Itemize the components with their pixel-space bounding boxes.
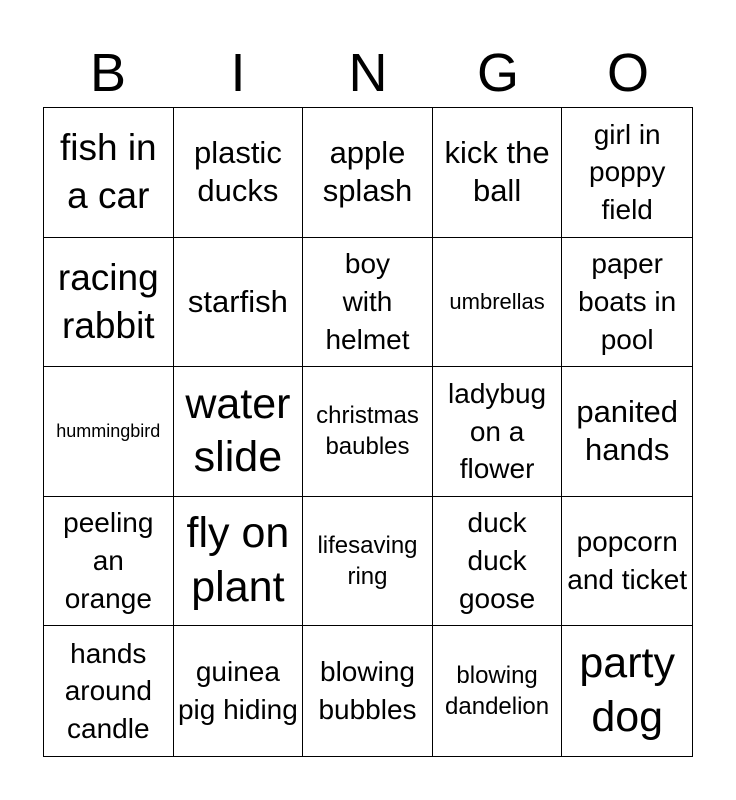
bingo-cell[interactable]	[44, 497, 174, 627]
bingo-cell[interactable]	[303, 238, 433, 368]
header-letter-i: I	[230, 43, 246, 103]
bingo-cell[interactable]	[174, 497, 304, 627]
cell-label: popcorn and ticket	[567, 526, 688, 596]
bingo-cell[interactable]	[44, 238, 174, 368]
cell-label: fly on plant	[186, 509, 290, 612]
header-letter-g: G	[476, 43, 519, 103]
cell-label: ladybug on a flower	[448, 377, 547, 485]
bingo-cell[interactable]	[44, 367, 174, 497]
cell-label: hands around candle	[64, 637, 152, 745]
bingo-cell[interactable]	[44, 108, 174, 238]
bingo-header	[43, 38, 693, 108]
cell-label: duck duck goose	[458, 507, 536, 614]
bingo-cell[interactable]	[303, 626, 433, 756]
header-letter-n: N	[348, 43, 388, 103]
bingo-cell[interactable]	[562, 238, 692, 368]
cell-label: water slide	[185, 379, 291, 482]
bingo-cell[interactable]	[303, 108, 433, 238]
cell-label: plastic ducks	[193, 134, 282, 209]
cell-label: hummingbird	[56, 420, 161, 441]
bingo-board	[43, 107, 693, 757]
bingo-cell[interactable]	[433, 238, 563, 368]
bingo-cell[interactable]	[433, 626, 563, 756]
bingo-cell[interactable]	[174, 238, 304, 368]
cell-label: starfish	[187, 283, 288, 319]
bingo-cell[interactable]	[303, 497, 433, 627]
cell-label: girl in poppy field	[589, 118, 666, 226]
cell-label: panited hands	[576, 393, 679, 468]
cell-label: peeling an orange	[63, 507, 154, 614]
cell-label: paper boats in pool	[578, 248, 677, 355]
cell-label: fish in a car	[59, 127, 157, 217]
bingo-cell[interactable]	[174, 626, 304, 756]
bingo-cell[interactable]	[433, 497, 563, 627]
bingo-cell[interactable]	[562, 497, 692, 627]
bingo-cell[interactable]	[303, 367, 433, 497]
cell-label: apple splash	[322, 134, 413, 209]
cell-label: blowing bubbles	[318, 656, 417, 726]
cell-label: boy with helmet	[325, 248, 410, 355]
bingo-cell[interactable]	[174, 367, 304, 497]
cell-label: party dog	[579, 639, 675, 742]
cell-label: racing rabbit	[57, 256, 159, 346]
bingo-cell[interactable]	[433, 367, 563, 497]
bingo-cell[interactable]	[433, 108, 563, 238]
cell-label: blowing dandelion	[445, 662, 550, 721]
header-letter-o: O	[606, 43, 649, 103]
bingo-cell[interactable]	[174, 108, 304, 238]
cell-label: kick the ball	[444, 134, 550, 209]
cell-label: lifesaving ring	[317, 531, 418, 591]
cell-label: christmas baubles	[316, 402, 419, 461]
cell-label: guinea pig hiding	[177, 656, 298, 726]
bingo-cell[interactable]	[562, 626, 692, 756]
bingo-cell[interactable]	[562, 108, 692, 238]
bingo-cell[interactable]	[562, 367, 692, 497]
bingo-cell[interactable]	[44, 626, 174, 756]
header-letter-b: B	[89, 43, 127, 103]
cell-label: umbrellas	[449, 288, 545, 314]
